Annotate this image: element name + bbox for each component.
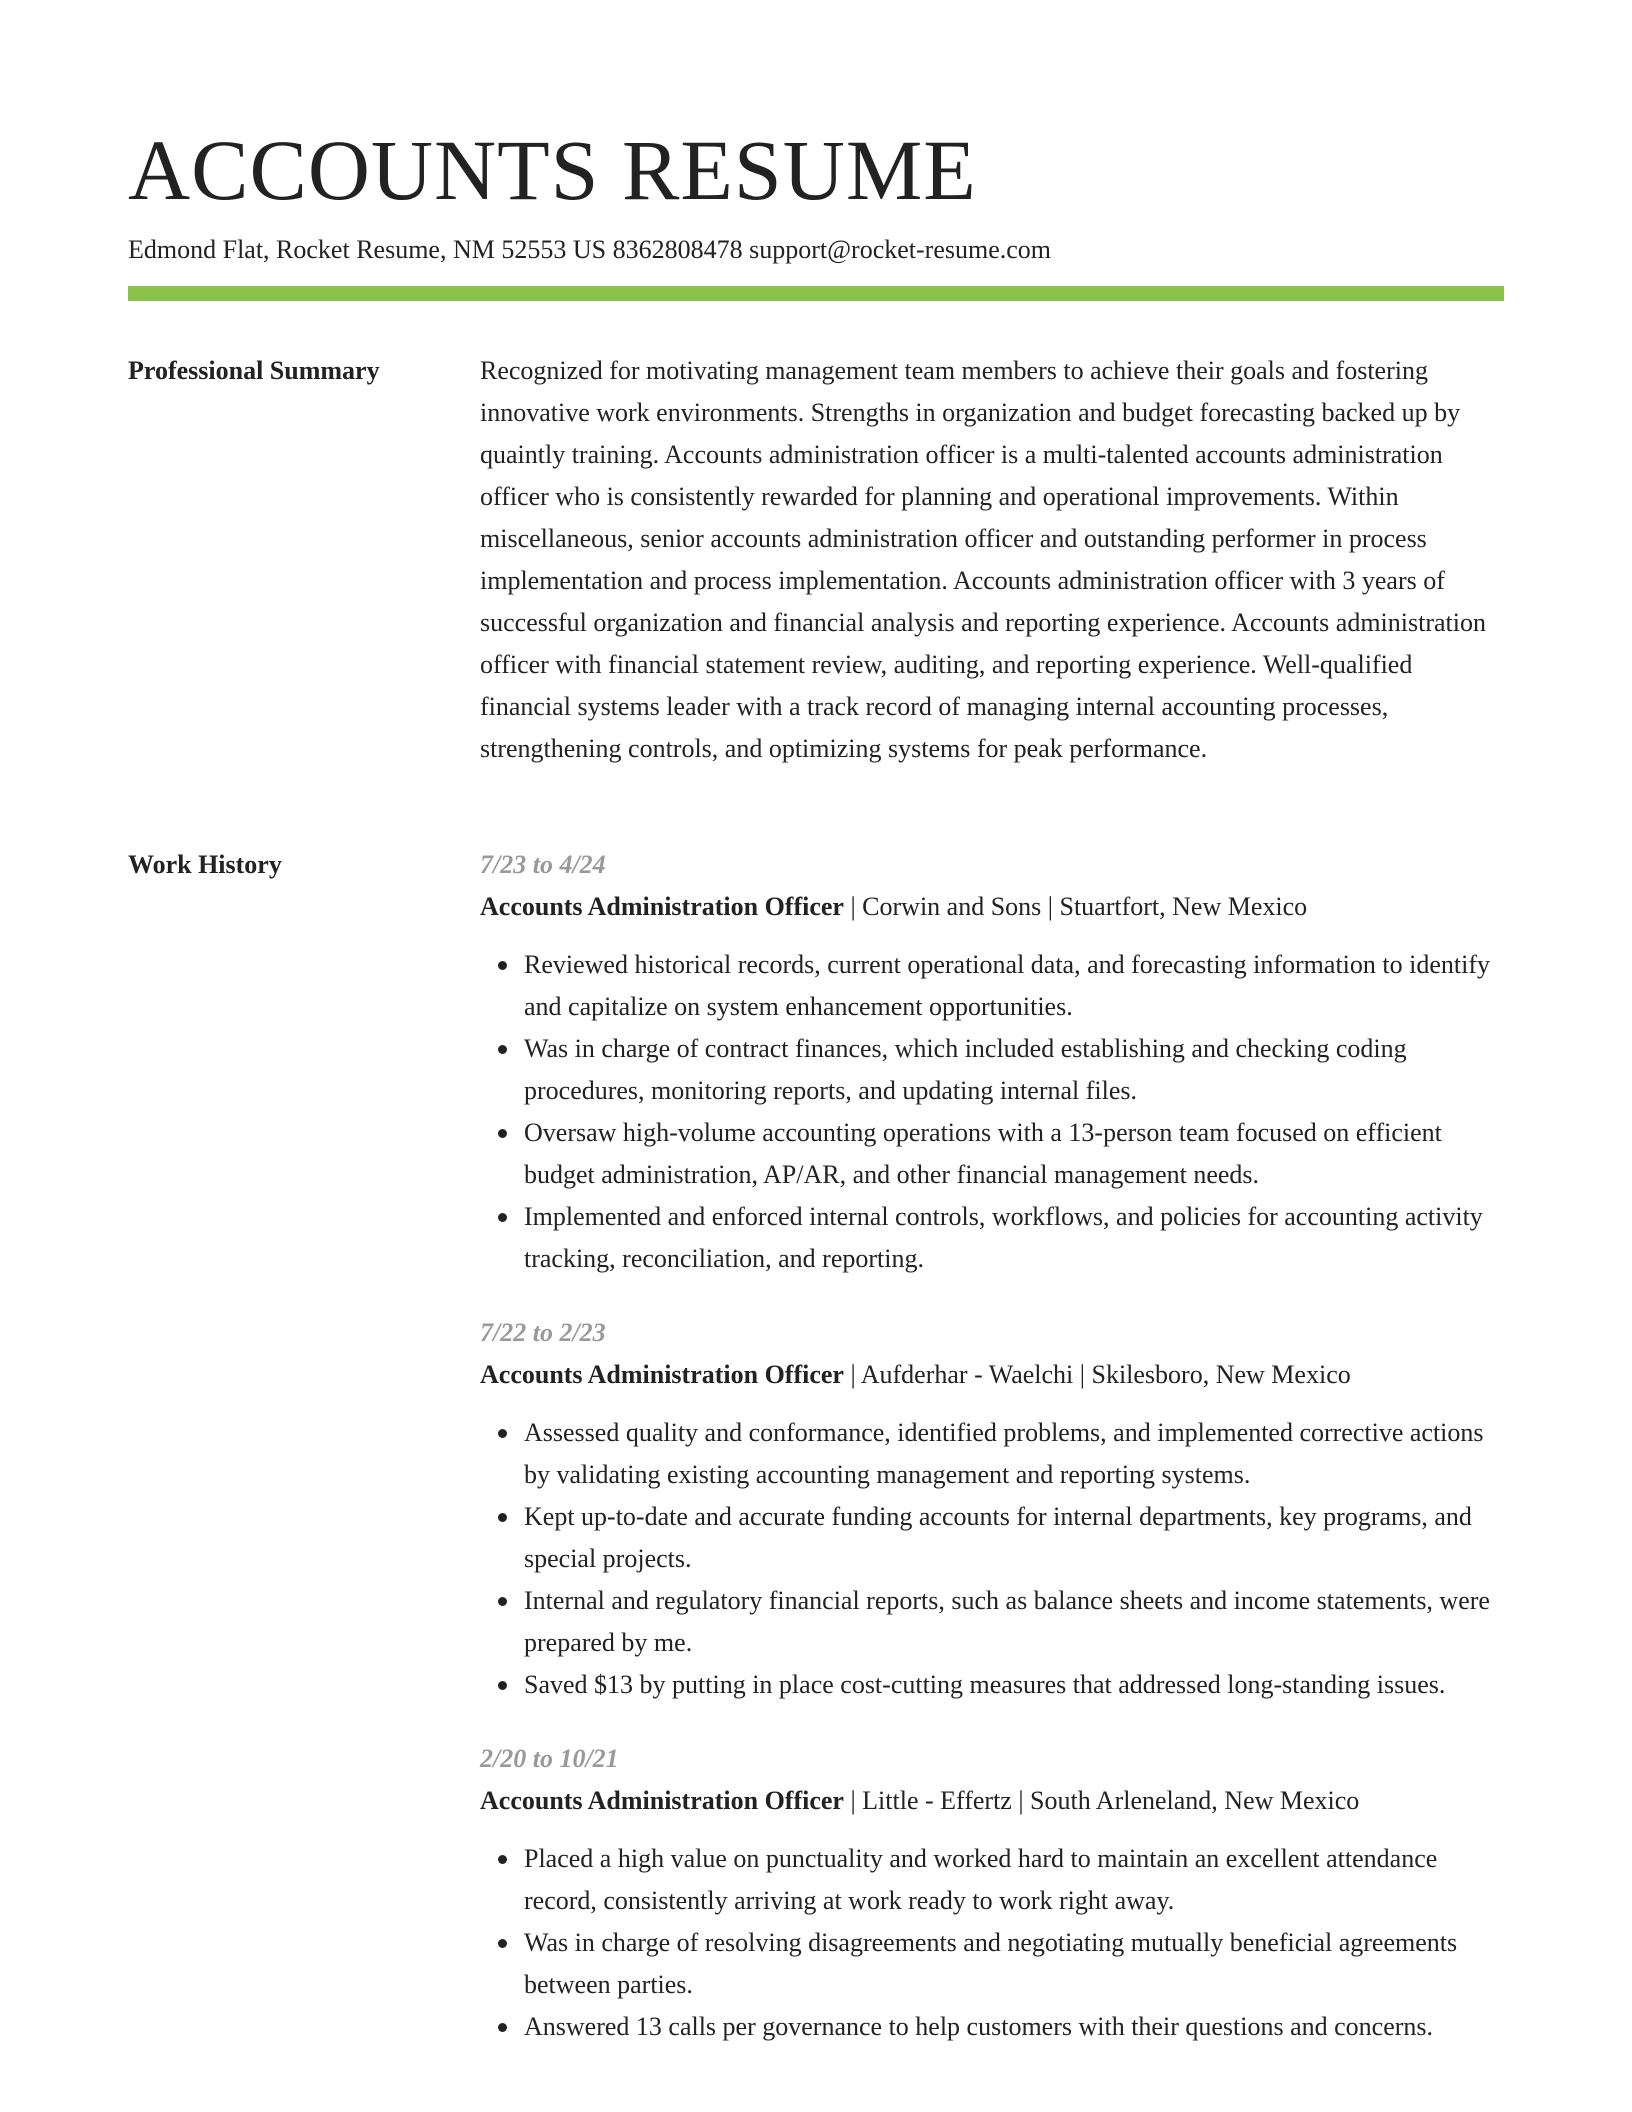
job-bullet: Saved $13 by putting in place cost-cutting measures that addressed long-standing issues. [524, 1664, 1504, 1706]
job-bullets [480, 944, 1504, 1280]
job-bullet: Implemented and enforced internal controls, workflows, and policies for accounting activity tracking, reconciliation, and reporting. [524, 1196, 1504, 1280]
job-heading [480, 1780, 1504, 1822]
job-bullet: Kept up-to-date and accurate funding accounts for internal departments, key programs, and special projects. [524, 1496, 1504, 1580]
resume-title: ACCOUNTS RESUME [128, 122, 977, 218]
job-title: Accounts Administration Officer [480, 1786, 844, 1815]
summary-section [480, 350, 1504, 770]
job-bullet: Reviewed historical records, current operational data, and forecasting information to identify and capitalize on system enhancement opportunities. [524, 944, 1504, 1028]
job-dates: 7/23 to 4/24 [480, 850, 606, 879]
job-entry [480, 844, 1504, 1280]
summary-heading: Professional Summary [128, 356, 380, 385]
summary-text: Recognized for motivating management team members to achieve their goals and fostering innovative work environments. Strengths in organization and budget forecasting backed up by quaintly training. Accounts administration officer is a multi-talented accounts administration officer who is consistently rewarded for planning and operational improvements. Within miscellaneous, senior accounts administration officer and outstanding performer in process implementation and process implementation. Accounts administration officer with 3 years of successful organization and financial analysis and reporting experience. Accounts administration officer with financial statement review, auditing, and reporting experience. Well-qualified financial systems leader with a track record of managing internal accounting processes, strengthening controls, and optimizing systems for peak performance. [480, 356, 1486, 763]
job-bullet: Answered 13 calls per governance to help customers with their questions and concerns. [524, 2006, 1504, 2048]
job-heading [480, 1354, 1504, 1396]
header-divider [128, 286, 1504, 301]
job-bullet: Placed a high value on punctuality and worked hard to maintain an excellent attendance record, consistently arriving at work ready to work right away. [524, 1838, 1504, 1922]
job-title: Accounts Administration Officer [480, 892, 844, 921]
job-bullet: Was in charge of resolving disagreements and negotiating mutually beneficial agreements between parties. [524, 1922, 1504, 2006]
job-bullet: Assessed quality and conformance, identified problems, and implemented corrective actions by validating existing accounting management and reporting systems. [524, 1412, 1504, 1496]
job-bullet: Was in charge of contract finances, which included establishing and checking coding procedures, monitoring reports, and updating internal files. [524, 1028, 1504, 1112]
job-company-location: | Corwin and Sons | Stuartfort, New Mexico [843, 892, 1308, 921]
job-bullet: Internal and regulatory financial reports, such as balance sheets and income statements, were prepared by me. [524, 1580, 1504, 1664]
job-company-location: | Little - Effertz | South Arleneland, New Mexico [843, 1786, 1360, 1815]
work-history-heading: Work History [128, 850, 282, 879]
job-bullet: Oversaw high-volume accounting operations with a 13-person team focused on efficient budget administration, AP/AR, and other financial management needs. [524, 1112, 1504, 1196]
job-heading [480, 886, 1504, 928]
job-company-location: | Aufderhar - Waelchi | Skilesboro, New Mexico [843, 1360, 1351, 1389]
job-entry [480, 1312, 1504, 1706]
job-entry [480, 1738, 1504, 2048]
work-history-section [480, 844, 1504, 2048]
contact-info: Edmond Flat, Rocket Resume, NM 52553 US 8362808478 support@rocket-resume.com [128, 235, 1051, 264]
job-bullets [480, 1412, 1504, 1706]
job-title: Accounts Administration Officer [480, 1360, 844, 1389]
job-dates: 2/20 to 10/21 [480, 1744, 619, 1773]
job-bullets [480, 1838, 1504, 2048]
job-dates: 7/22 to 2/23 [480, 1318, 606, 1347]
